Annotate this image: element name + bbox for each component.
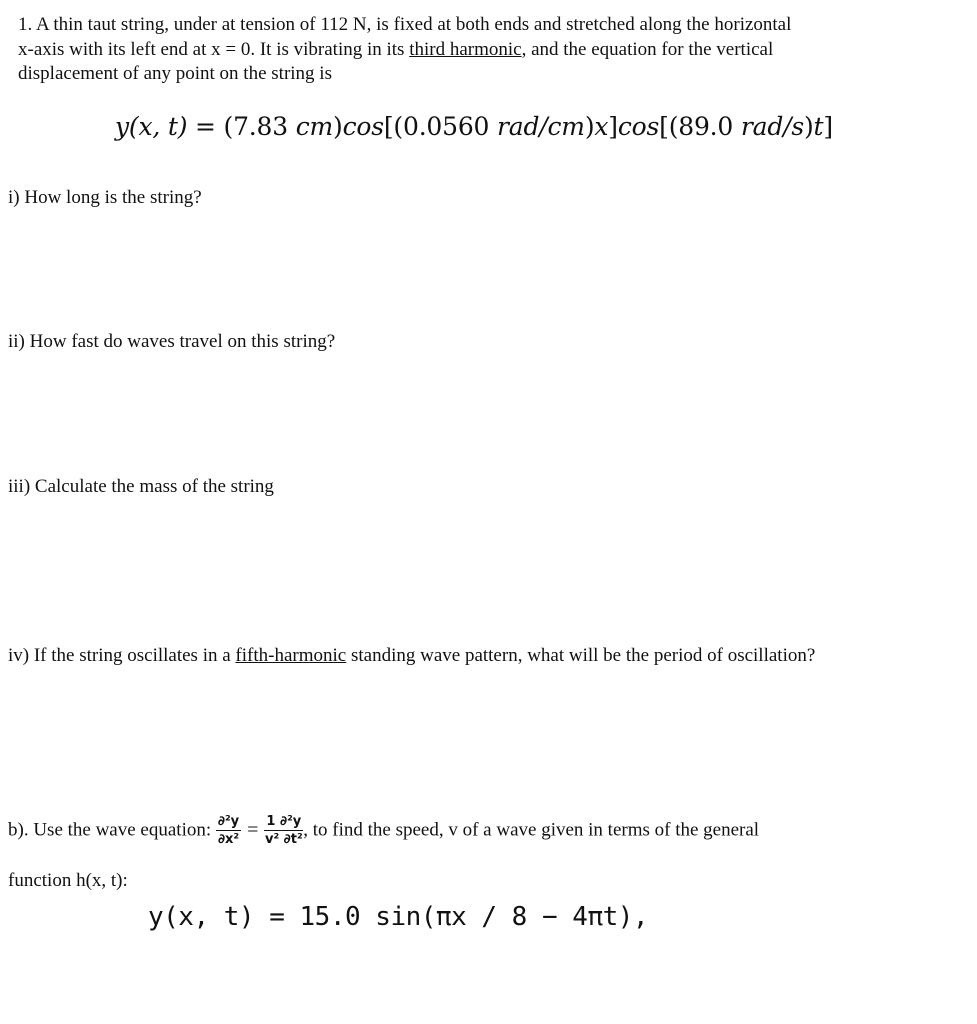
eq-rhs-m: )	[803, 112, 814, 141]
eq-rhs-o: ]	[823, 112, 833, 141]
question-4	[8, 645, 815, 667]
third-harmonic-term: third harmonic	[409, 38, 522, 60]
fraction-2-denominator: v² ∂t²	[264, 832, 303, 847]
eq-rhs-e: [(0.0560	[383, 112, 498, 141]
intro-line-2-start: x-axis with its left end at x = 0. It is vibrating in its	[18, 38, 410, 60]
eq-rhs-l: rad/s	[740, 112, 804, 141]
eq-rhs-b: cm	[295, 112, 334, 141]
intro-line-2-end: , and the equation for the vertical	[521, 38, 774, 60]
general-wave-equation: y(x, t) = 15.0 sin(πx / 8 − 4πt),	[148, 902, 649, 932]
intro-line-3: displacement of any point on the string is	[18, 63, 332, 84]
part-b-line-1	[8, 814, 759, 847]
eq-equals: =	[187, 112, 224, 141]
question-1: i) How long is the string?	[8, 187, 202, 208]
fraction-1-denominator: ∂x²	[217, 832, 240, 847]
eq-rhs-f: rad/cm	[497, 112, 585, 141]
eq-rhs-k: [(89.0	[659, 112, 741, 141]
fraction-2-numerator: 1 ∂²y	[266, 814, 302, 829]
part-b-lead: b). Use the wave equation:	[8, 819, 216, 841]
question-4-end: standing wave pattern, what will be the period of oscillation?	[346, 645, 816, 666]
fraction-1-numerator: ∂²y	[217, 814, 240, 829]
question-3: iii) Calculate the mass of the string	[8, 476, 274, 497]
eq-rhs-h: x	[594, 112, 609, 141]
intro-line-1: 1. A thin taut string, under at tension of 112 N, is fixed at both ends and stretched along the horizontal	[18, 14, 792, 35]
question-4-start: iv) If the string oscillates in a	[8, 645, 236, 666]
eq-rhs-j: cos	[617, 112, 660, 141]
question-2: ii) How fast do waves travel on this string?	[8, 331, 336, 352]
fraction-1-over-v2-d2y-dt2	[264, 814, 303, 847]
part-b-tail: , to find the speed, v of a wave given in terms of the general	[303, 819, 760, 841]
displacement-equation	[115, 112, 833, 141]
eq-rhs-n: t	[813, 112, 824, 141]
eq-rhs-c: )	[333, 112, 343, 141]
eq-lhs: y(x, t)	[115, 112, 188, 141]
eq-rhs-a: (7.83	[223, 112, 296, 141]
part-b-line-2: function h(x, t):	[8, 870, 128, 891]
fifth-harmonic-term: fifth-harmonic	[235, 645, 347, 666]
fraction-d2y-dx2	[216, 814, 241, 847]
wave-eq-equals: =	[247, 819, 259, 841]
problem-intro	[18, 13, 791, 87]
eq-rhs-i: ]	[608, 112, 618, 141]
eq-rhs-g: )	[584, 112, 595, 141]
eq-rhs-d: cos	[342, 112, 384, 141]
intro-line-2	[18, 38, 791, 63]
